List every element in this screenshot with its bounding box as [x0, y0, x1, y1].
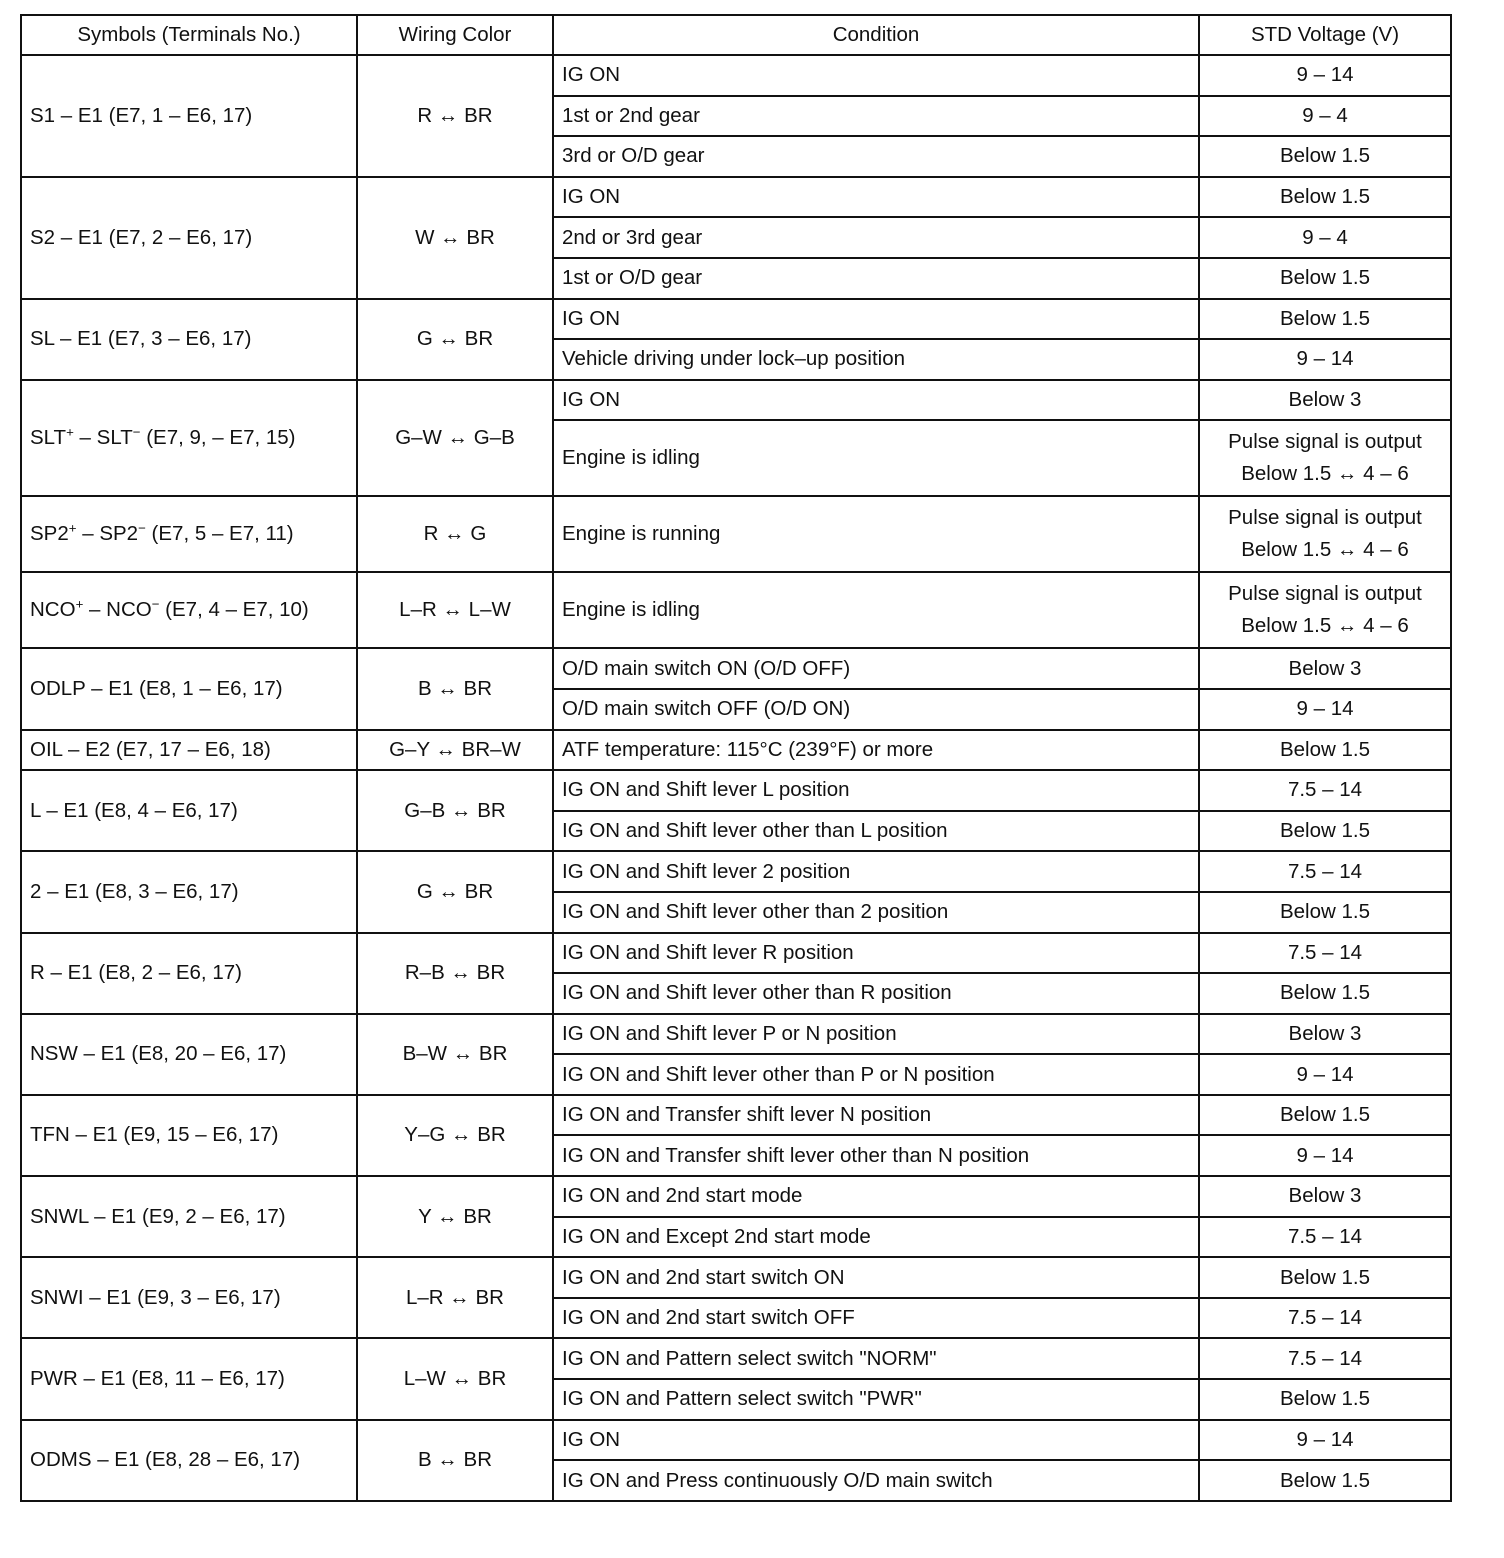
table-row [21, 380, 1451, 421]
wiring-color-cell: Y ↔ BR [357, 1176, 553, 1257]
condition-cell: IG ON [553, 380, 1199, 421]
std-voltage-cell [1199, 420, 1451, 496]
std-voltage-cell [1199, 496, 1451, 572]
std-voltage-cell [1199, 299, 1451, 340]
voltage-line: 9 – 4 [1302, 225, 1348, 249]
std-voltage-cell [1199, 1217, 1451, 1258]
std-voltage-cell [1199, 648, 1451, 689]
std-voltage-cell [1199, 973, 1451, 1014]
table-row [21, 55, 1451, 96]
std-voltage-cell [1199, 892, 1451, 933]
header-std-voltage: STD Voltage (V) [1199, 15, 1451, 55]
symbol-cell: SNWL – E1 (E9, 2 – E6, 17) [21, 1176, 357, 1257]
symbol-cell: 2 – E1 (E8, 3 – E6, 17) [21, 851, 357, 932]
table-body [21, 55, 1451, 1501]
std-voltage-cell [1199, 1095, 1451, 1136]
std-voltage-cell [1199, 1014, 1451, 1055]
voltage-line: 9 – 14 [1296, 697, 1354, 721]
wiring-color-cell: R ↔ G [357, 496, 553, 572]
symbol-text: – SLT [73, 426, 133, 450]
std-voltage-cell [1199, 689, 1451, 730]
symbol-terminals: (E7, 5 – E7, 11) [145, 522, 294, 546]
std-voltage-cell [1199, 730, 1451, 771]
condition-cell: IG ON and 2nd start switch OFF [553, 1298, 1199, 1339]
symbol-minus-sign: − [132, 424, 141, 440]
symbol-cell: OIL – E2 (E7, 17 – E6, 18) [21, 730, 357, 771]
table-row [21, 572, 1451, 648]
condition-cell: O/D main switch OFF (O/D ON) [553, 689, 1199, 730]
symbol-minus-sign: − [138, 521, 146, 537]
table-row [21, 496, 1451, 572]
std-voltage-cell [1199, 1176, 1451, 1217]
voltage-line: Below 1.5 [1279, 900, 1371, 924]
voltage-line: 7.5 – 14 [1287, 1224, 1363, 1248]
voltage-line: Below 3 [1288, 656, 1362, 680]
condition-cell: IG ON and Shift lever L position [553, 770, 1199, 811]
condition-cell: 1st or 2nd gear [553, 96, 1199, 137]
symbol-terminals: (E7, 4 – E7, 10) [159, 598, 309, 622]
symbol-cell: PWR – E1 (E8, 11 – E6, 17) [21, 1338, 357, 1419]
condition-cell: O/D main switch ON (O/D OFF) [553, 648, 1199, 689]
std-voltage-cell [1199, 1054, 1451, 1095]
symbol-cell [21, 572, 357, 648]
table-row [21, 730, 1451, 771]
voltage-line: Pulse signal is output [1228, 582, 1422, 606]
std-voltage-cell [1199, 1338, 1451, 1379]
condition-cell: IG ON and Shift lever other than 2 position [553, 892, 1199, 933]
condition-cell: IG ON [553, 1420, 1199, 1461]
condition-cell: 1st or O/D gear [553, 258, 1199, 299]
condition-cell: IG ON and 2nd start switch ON [553, 1257, 1199, 1298]
condition-cell: Engine is idling [553, 420, 1199, 496]
condition-cell: IG ON and Shift lever 2 position [553, 851, 1199, 892]
condition-cell: ATF temperature: 115°C (239°F) or more [553, 730, 1199, 771]
table-row [21, 299, 1451, 340]
voltage-line: 7.5 – 14 [1287, 859, 1363, 883]
wiring-color-cell: L–R ↔ BR [357, 1257, 553, 1338]
voltage-line: Pulse signal is output [1228, 506, 1422, 530]
voltage-line: Below 1.5 [1279, 1387, 1371, 1411]
voltage-line: 9 – 14 [1296, 1062, 1354, 1086]
header-wiring-color: Wiring Color [357, 15, 553, 55]
std-voltage-cell [1199, 1460, 1451, 1501]
table-row [21, 1176, 1451, 1217]
condition-cell: Engine is idling [553, 572, 1199, 648]
voltage-line: Below 1.5 [1279, 737, 1371, 761]
std-voltage-cell [1199, 572, 1451, 648]
voltage-line: Below 1.5 [1279, 819, 1371, 843]
condition-cell: IG ON and Shift lever other than R position [553, 973, 1199, 1014]
std-voltage-cell [1199, 339, 1451, 380]
std-voltage-cell [1199, 1257, 1451, 1298]
voltage-line: 9 – 4 [1302, 103, 1348, 127]
condition-cell: IG ON and Pattern select switch "PWR" [553, 1379, 1199, 1420]
wiring-color-cell: G–B ↔ BR [357, 770, 553, 851]
wiring-color-cell: R ↔ BR [357, 55, 553, 177]
voltage-line: 7.5 – 14 [1287, 940, 1363, 964]
voltage-line: Below 1.5 ↔ 4 – 6 [1241, 462, 1409, 486]
voltage-line: 7.5 – 14 [1287, 778, 1363, 802]
condition-cell: IG ON and Shift lever other than L position [553, 811, 1199, 852]
symbol-text: SLT [30, 426, 67, 450]
voltage-line: Below 1.5 [1279, 306, 1371, 330]
table-row [21, 1338, 1451, 1379]
table-row [21, 1420, 1451, 1461]
wiring-color-cell: B–W ↔ BR [357, 1014, 553, 1095]
symbol-cell: S2 – E1 (E7, 2 – E6, 17) [21, 177, 357, 299]
symbol-cell: TFN – E1 (E9, 15 – E6, 17) [21, 1095, 357, 1176]
condition-cell: IG ON [553, 177, 1199, 218]
wiring-color-cell: L–R ↔ L–W [357, 572, 553, 648]
wiring-color-cell: Y–G ↔ BR [357, 1095, 553, 1176]
condition-cell: 2nd or 3rd gear [553, 217, 1199, 258]
voltage-line: Below 1.5 [1279, 185, 1371, 209]
voltage-line: Below 3 [1288, 1184, 1362, 1208]
table-row [21, 933, 1451, 974]
wiring-color-cell: G–Y ↔ BR–W [357, 730, 553, 771]
std-voltage-cell [1199, 177, 1451, 218]
std-voltage-cell [1199, 55, 1451, 96]
header-row [21, 15, 1451, 55]
wiring-color-cell: G–W ↔ G–B [357, 380, 553, 497]
symbol-plus-sign: + [66, 424, 74, 440]
table-row [21, 1257, 1451, 1298]
symbol-cell: SNWI – E1 (E9, 3 – E6, 17) [21, 1257, 357, 1338]
wiring-color-cell: B ↔ BR [357, 1420, 553, 1501]
condition-cell: IG ON and Transfer shift lever other than N position [553, 1135, 1199, 1176]
condition-cell: IG ON [553, 299, 1199, 340]
symbol-text: – NCO [83, 598, 152, 622]
wiring-color-cell: G ↔ BR [357, 299, 553, 380]
condition-cell: IG ON and Shift lever other than P or N position [553, 1054, 1199, 1095]
std-voltage-cell [1199, 258, 1451, 299]
voltage-line: Below 1.5 [1279, 1468, 1371, 1492]
symbol-text: SP2 [30, 522, 69, 546]
terminal-voltage-table [20, 14, 1452, 1502]
symbol-cell [21, 380, 357, 497]
wiring-color-cell: L–W ↔ BR [357, 1338, 553, 1419]
voltage-line: 9 – 14 [1296, 347, 1354, 371]
symbol-cell: ODLP – E1 (E8, 1 – E6, 17) [21, 648, 357, 729]
std-voltage-cell [1199, 1298, 1451, 1339]
symbol-plus-sign: + [75, 597, 84, 613]
std-voltage-cell [1199, 96, 1451, 137]
std-voltage-cell [1199, 1420, 1451, 1461]
symbol-text: NCO [30, 598, 76, 622]
symbol-cell: R – E1 (E8, 2 – E6, 17) [21, 933, 357, 1014]
std-voltage-cell [1199, 217, 1451, 258]
voltage-line: Below 1.5 ↔ 4 – 6 [1241, 614, 1409, 638]
symbol-cell [21, 496, 357, 572]
symbol-terminals: (E7, 9, – E7, 15) [140, 426, 296, 450]
condition-cell: IG ON and Shift lever P or N position [553, 1014, 1199, 1055]
symbol-text: – SP2 [76, 522, 139, 546]
symbol-cell: SL – E1 (E7, 3 – E6, 17) [21, 299, 357, 380]
table-row [21, 770, 1451, 811]
condition-cell: Vehicle driving under lock–up position [553, 339, 1199, 380]
voltage-line: 7.5 – 14 [1287, 1306, 1363, 1330]
voltage-line: Below 1.5 [1279, 144, 1371, 168]
std-voltage-cell [1199, 933, 1451, 974]
voltage-line: 9 – 14 [1296, 1427, 1354, 1451]
symbol-cell: NSW – E1 (E8, 20 – E6, 17) [21, 1014, 357, 1095]
symbol-cell: L – E1 (E8, 4 – E6, 17) [21, 770, 357, 851]
condition-cell: IG ON and Except 2nd start mode [553, 1217, 1199, 1258]
table-row [21, 851, 1451, 892]
symbol-plus-sign: + [68, 521, 77, 537]
std-voltage-cell [1199, 1135, 1451, 1176]
std-voltage-cell [1199, 770, 1451, 811]
header-condition: Condition [553, 15, 1199, 55]
voltage-line: Below 3 [1288, 1021, 1362, 1045]
condition-cell: Engine is running [553, 496, 1199, 572]
std-voltage-cell [1199, 1379, 1451, 1420]
voltage-line: 9 – 14 [1296, 63, 1354, 87]
std-voltage-cell [1199, 811, 1451, 852]
std-voltage-cell [1199, 136, 1451, 177]
wiring-color-cell: G ↔ BR [357, 851, 553, 932]
symbol-cell: S1 – E1 (E7, 1 – E6, 17) [21, 55, 357, 177]
condition-cell: IG ON and Shift lever R position [553, 933, 1199, 974]
wiring-color-cell: B ↔ BR [357, 648, 553, 729]
condition-cell: IG ON [553, 55, 1199, 96]
voltage-line: Pulse signal is output [1228, 430, 1422, 454]
table-row [21, 177, 1451, 218]
condition-cell: IG ON and Press continuously O/D main switch [553, 1460, 1199, 1501]
condition-cell: IG ON and Transfer shift lever N position [553, 1095, 1199, 1136]
voltage-line: 7.5 – 14 [1287, 1346, 1363, 1370]
symbol-cell: ODMS – E1 (E8, 28 – E6, 17) [21, 1420, 357, 1501]
condition-cell: 3rd or O/D gear [553, 136, 1199, 177]
voltage-line: Below 1.5 [1279, 1103, 1371, 1127]
wiring-color-cell: W ↔ BR [357, 177, 553, 299]
voltage-line: 9 – 14 [1296, 1143, 1354, 1167]
condition-cell: IG ON and Pattern select switch "NORM" [553, 1338, 1199, 1379]
symbol-minus-sign: − [151, 597, 160, 613]
voltage-line: Below 1.5 [1279, 1265, 1371, 1289]
condition-cell: IG ON and 2nd start mode [553, 1176, 1199, 1217]
table-row [21, 648, 1451, 689]
table-row [21, 1014, 1451, 1055]
voltage-line: Below 1.5 [1279, 266, 1371, 290]
wiring-color-cell: R–B ↔ BR [357, 933, 553, 1014]
voltage-line: Below 1.5 [1279, 981, 1371, 1005]
header-symbols: Symbols (Terminals No.) [21, 15, 357, 55]
voltage-line: Below 3 [1288, 388, 1362, 412]
table-row [21, 1095, 1451, 1136]
voltage-line: Below 1.5 ↔ 4 – 6 [1241, 538, 1409, 562]
std-voltage-cell [1199, 380, 1451, 421]
std-voltage-cell [1199, 851, 1451, 892]
